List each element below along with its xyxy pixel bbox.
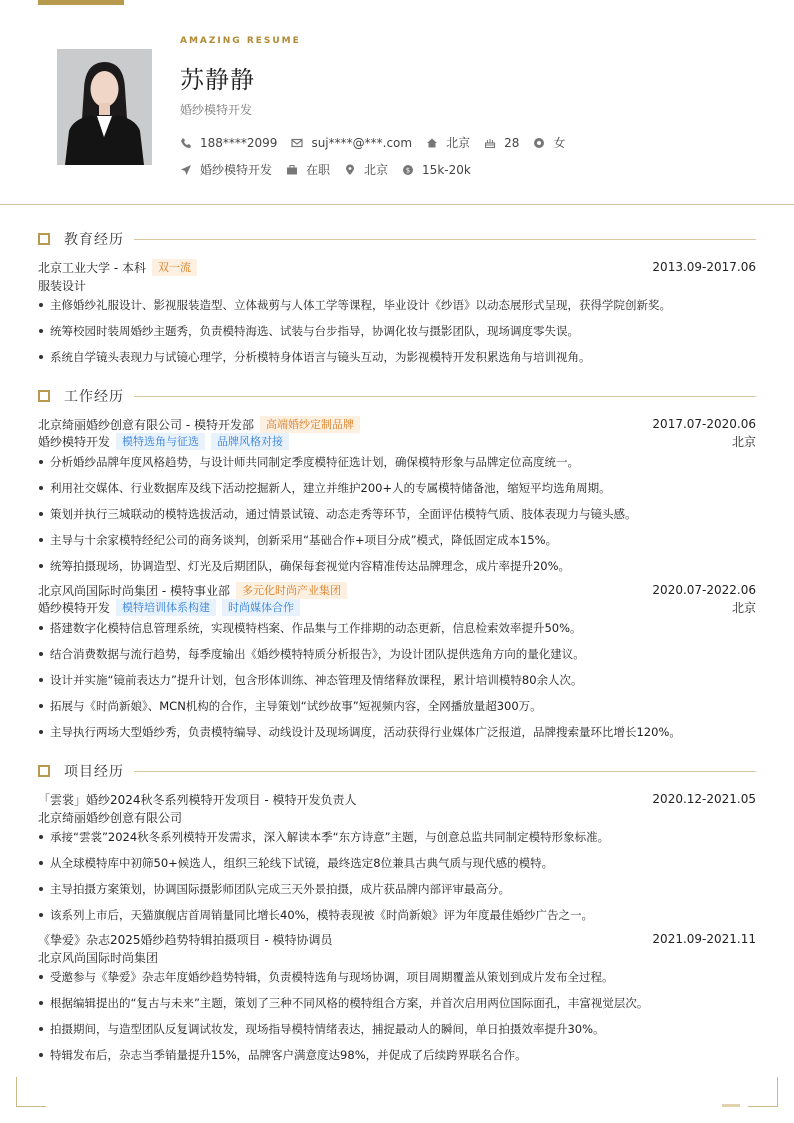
education-entry-header	[38, 259, 756, 275]
bullet-dot	[39, 512, 43, 516]
list-item-text: 从全球模特库中初筛50+候选人，组织三轮线下试镜，最终选定8位兼具古典气质与现代感的模特。	[50, 856, 554, 870]
phone-info	[180, 136, 277, 150]
intent-position-text: 婚纱模特开发	[200, 163, 273, 177]
role-tag: 模特培训体系构建	[116, 599, 216, 616]
job-date: 2017.07-2020.06	[652, 417, 756, 431]
role-tag: 时尚媒体合作	[222, 599, 300, 616]
cake-icon	[484, 137, 496, 149]
list-item	[38, 532, 756, 548]
status-info	[286, 161, 330, 178]
list-item	[38, 620, 756, 636]
section-title: 教育经历	[64, 232, 124, 248]
age-info	[484, 136, 519, 150]
briefcase-icon	[286, 164, 298, 176]
bullet-dot	[39, 1053, 43, 1057]
contact-row	[180, 134, 579, 151]
location-pin-icon	[344, 164, 356, 176]
list-item	[38, 672, 756, 688]
company-tag: 高端婚纱定制品牌	[260, 416, 360, 433]
bullet-dot	[39, 303, 43, 307]
work-section-header	[38, 387, 756, 405]
resume-header	[0, 0, 794, 205]
list-item-text: 拓展与《时尚新娘》、MCN机构的合作，主导策划“试纱故事”短视频内容，全网播放量超300万。	[50, 699, 542, 713]
job-role: 婚纱模特开发	[38, 600, 111, 615]
list-item-text: 主导执行两场大型婚纱秀，负责模特编导、动线设计及现场调度，活动获得行业媒体广泛报道，品牌搜索量环比增长120%。	[50, 725, 681, 739]
list-item-text: 主导与十余家模特经纪公司的商务谈判，创新采用“基础合作+项目分成”模式，降低固定成本15%。	[50, 533, 558, 547]
list-item-text: 承接“雲裳”2024秋冬系列模特开发需求，深入解读本季“东方诗意”主题，与创意总监共同制定模特形象标准。	[50, 830, 610, 844]
bullet-dot	[39, 626, 43, 630]
project-org-row	[38, 809, 756, 825]
company-name: 北京绮丽婚纱创意有限公司 - 模特开发部	[38, 417, 254, 432]
gender-info	[533, 134, 565, 151]
list-item	[38, 724, 756, 740]
bullet-dot	[39, 1001, 43, 1005]
project-section-header	[38, 762, 756, 780]
bullet-dot	[39, 835, 43, 839]
list-item-text: 特辑发布后，杂志当季销量提升15%，品牌客户满意度达98%，并促成了后续跨界联名合作。	[50, 1048, 527, 1062]
status-text: 在职	[306, 163, 331, 177]
list-item	[38, 480, 756, 496]
education-section-header	[38, 230, 756, 248]
resume-tagline: AMAZING RESUME	[180, 36, 301, 46]
list-item-text: 搭建数字化模特信息管理系统，实现模特档案、作品集与工作排期的动态更新，信息检索效率提升50%。	[50, 621, 582, 635]
list-item-text: 结合消费数据与流行趋势，每季度输出《婚纱模特特质分析报告》，为设计团队提供选角方向的量化建议。	[50, 647, 585, 661]
list-item	[38, 558, 756, 574]
list-item-text: 利用社交媒体、行业数据库及线下活动挖掘新人，建立并维护200+人的专属模特储备池，缩短平均选角周期。	[50, 481, 611, 495]
job-role: 婚纱模特开发	[38, 434, 111, 449]
bullet-dot	[39, 887, 43, 891]
email-text: suj****@***.com	[311, 135, 413, 150]
project-date: 2021.09-2021.11	[652, 932, 756, 946]
job-role-row	[38, 433, 756, 449]
major-name: 服装设计	[38, 278, 87, 293]
list-item	[38, 1047, 756, 1063]
svg-text:$: $	[405, 166, 411, 174]
candidate-name: 苏静静	[180, 66, 255, 94]
list-item-text: 统筹拍摄现场，协调造型、灯光及后期团队，确保每套视觉内容精准传达品牌理念，成片率提升20%。	[50, 559, 571, 573]
list-item	[38, 323, 756, 339]
list-item	[38, 995, 756, 1011]
job-role-row	[38, 599, 756, 615]
send-icon	[180, 164, 192, 176]
education-major-row	[38, 277, 756, 293]
phone-icon	[180, 137, 192, 149]
project-name: 《挚爱》杂志2025婚纱趋势特辑拍摄项目 - 模特协调员	[38, 932, 333, 947]
intent-position-info	[180, 161, 272, 178]
list-item-text: 设计并实施“镜前表达力”提升计划，包含形体训练、神态管理及情绪释放课程，累计培训模特80余人次。	[50, 673, 583, 687]
email-info	[291, 136, 412, 150]
list-item-text: 该系列上市后，天猫旗舰店首周销量同比增长40%，模特表现被《时尚新娘》评为年度最佳婚纱广告之一。	[50, 908, 594, 922]
home-icon	[426, 137, 438, 149]
list-item	[38, 349, 756, 365]
role-tag: 品牌风格对接	[211, 433, 289, 450]
bullet-dot	[39, 975, 43, 979]
list-item-text: 主导拍摄方案策划，协调国际摄影师团队完成三天外景拍摄，成片获品牌内部评审最高分。	[50, 882, 510, 896]
bullet-dot	[39, 861, 43, 865]
list-item-text: 拍摄期间，与造型团队反复调试妆发，现场指导模特情绪表达，捕捉最动人的瞬间，单日拍摄效率提升30%。	[50, 1022, 605, 1036]
hometown-text: 北京	[446, 136, 471, 150]
list-item	[38, 829, 756, 845]
education-date: 2013.09-2017.06	[652, 260, 756, 274]
bullet-dot	[39, 678, 43, 682]
bullet-dot	[39, 355, 43, 359]
bullet-dot	[39, 460, 43, 464]
list-item-text: 受邀参与《挚爱》杂志年度婚纱趋势特辑，负责模特选角与现场协调，项目周期覆盖从策划到成片发布全过程。	[50, 970, 614, 984]
page-corner-accent	[722, 1104, 740, 1107]
school-name: 北京工业大学 - 本科	[38, 260, 146, 275]
list-item	[38, 297, 756, 313]
section-divider	[134, 239, 756, 240]
school-tag: 双一流	[152, 259, 197, 276]
list-item	[38, 454, 756, 470]
company-name: 北京风尚国际时尚集团 - 模特事业部	[38, 583, 230, 598]
job-entry-header	[38, 416, 756, 432]
section-title: 工作经历	[64, 389, 124, 405]
list-item-text: 策划并执行三城联动的模特选拔活动，通过情景试镜、动态走秀等环节，全面评估模特气质、肢体表现力与镜头感。	[50, 507, 637, 521]
money-icon	[402, 164, 414, 176]
list-item	[38, 855, 756, 871]
section-square-icon	[38, 390, 50, 402]
gender-icon	[533, 137, 545, 149]
phone-text: 188****2099	[200, 135, 278, 150]
section-square-icon	[38, 765, 50, 777]
bullet-dot	[39, 913, 43, 917]
company-tag: 多元化时尚产业集团	[236, 582, 347, 599]
bullet-dot	[39, 652, 43, 656]
intent-city-text: 北京	[364, 163, 389, 177]
bullet-dot	[39, 1027, 43, 1031]
list-item	[38, 907, 756, 923]
bullet-dot	[39, 564, 43, 568]
project-org: 北京风尚国际时尚集团	[38, 950, 159, 965]
intent-city-info	[344, 161, 388, 178]
bullet-dot	[39, 730, 43, 734]
project-date: 2020.12-2021.05	[652, 792, 756, 806]
list-item-text: 分析婚纱品牌年度风格趋势，与设计师共同制定季度模特征选计划，确保模特形象与品牌定位高度统一。	[50, 455, 579, 469]
list-item	[38, 698, 756, 714]
list-item	[38, 881, 756, 897]
bullet-dot	[39, 486, 43, 490]
section-square-icon	[38, 233, 50, 245]
section-divider	[134, 771, 756, 772]
job-city: 北京	[731, 434, 756, 449]
age-text: 28	[504, 135, 520, 150]
job-title: 婚纱模特开发	[180, 103, 253, 117]
list-item	[38, 1021, 756, 1037]
list-item	[38, 506, 756, 522]
project-org-row	[38, 949, 756, 965]
list-item-text: 统筹校园时装周婚纱主题秀，负责模特海选、试装与台步指导，协调化妆与摄影团队，现场调度零失误。	[50, 324, 579, 338]
list-item	[38, 969, 756, 985]
list-item	[38, 646, 756, 662]
bullet-dot	[39, 704, 43, 708]
list-item-text: 主修婚纱礼服设计、影视服装造型、立体裁剪与人体工学等课程，毕业设计《纱语》以动态展形式呈现，获得学院创新奖。	[50, 298, 671, 312]
page-corner-decoration	[16, 1077, 46, 1107]
list-item-text: 根据编辑提出的“复古与未来”主题，策划了三种不同风格的模特组合方案，并首次启用两位国际面孔，丰富视觉层次。	[50, 996, 649, 1010]
section-divider	[134, 396, 756, 397]
project-name: 「雲裳」婚纱2024秋冬系列模特开发项目 - 模特开发负责人	[38, 792, 357, 807]
job-entry-header	[38, 582, 756, 598]
hometown-info	[426, 134, 470, 151]
project-entry-header	[38, 791, 756, 807]
project-org: 北京绮丽婚纱创意有限公司	[38, 810, 183, 825]
project-entry-header	[38, 931, 756, 947]
bullet-dot	[39, 538, 43, 542]
section-title: 项目经历	[64, 764, 124, 780]
page-corner-decoration	[748, 1077, 778, 1107]
salary-info	[402, 163, 471, 177]
job-city: 北京	[731, 600, 756, 615]
gender-text: 女	[553, 136, 566, 150]
role-tag: 模特选角与征选	[116, 433, 205, 450]
bullet-dot	[39, 329, 43, 333]
job-intent-row	[180, 161, 485, 178]
profile-photo	[57, 49, 152, 165]
mail-icon	[291, 137, 303, 149]
list-item-text: 系统自学镜头表现力与试镜心理学，分析模特身体语言与镜头互动，为影视模特开发积累选角与培训视角。	[50, 350, 591, 364]
job-date: 2020.07-2022.06	[652, 583, 756, 597]
salary-text: 15k-20k	[422, 162, 471, 177]
